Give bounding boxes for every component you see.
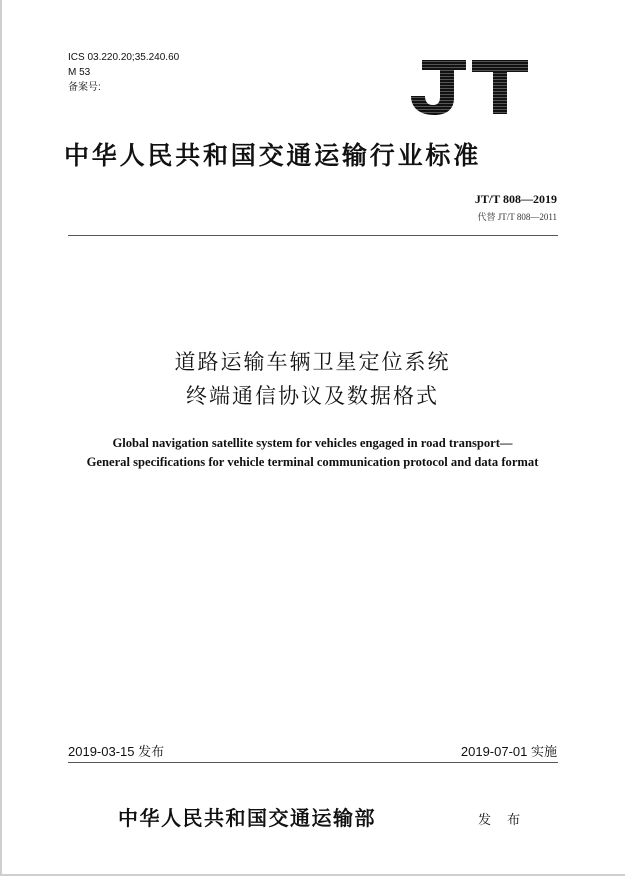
jt-logo-icon — [408, 58, 530, 116]
title-en-line-2: General specifications for vehicle terminal communication protocol and data format — [86, 455, 539, 469]
record-number: 备案号: — [68, 82, 101, 93]
classification-code: M 53 — [68, 67, 91, 78]
title-cn-line-2: 终端通信协议及数据格式 — [186, 384, 439, 408]
issue-date: 2019-03-15 发布 — [68, 744, 165, 759]
standard-number: JT/T 808—2019 — [474, 192, 557, 206]
publisher-name: 中华人民共和国交通运输部 — [118, 806, 376, 830]
document-metadata — [68, 50, 179, 95]
replaced-standard: 代替 JT/T 808—2011 — [477, 212, 557, 222]
footer-divider — [68, 762, 558, 763]
header-divider — [68, 235, 558, 236]
publish-label: 发 布 — [478, 813, 527, 828]
implementation-date: 2019-07-01 实施 — [460, 744, 557, 759]
title-en-line-1: Global navigation satellite system for vehicles engaged in road transport— — [112, 436, 513, 450]
ics-code: ICS 03.220.20;35.240.60 — [68, 52, 180, 63]
title-cn-line-1: 道路运输车辆卫星定位系统 — [174, 350, 451, 374]
issuing-body-header: 中华人民共和国交通运输行业标准 — [64, 141, 482, 170]
